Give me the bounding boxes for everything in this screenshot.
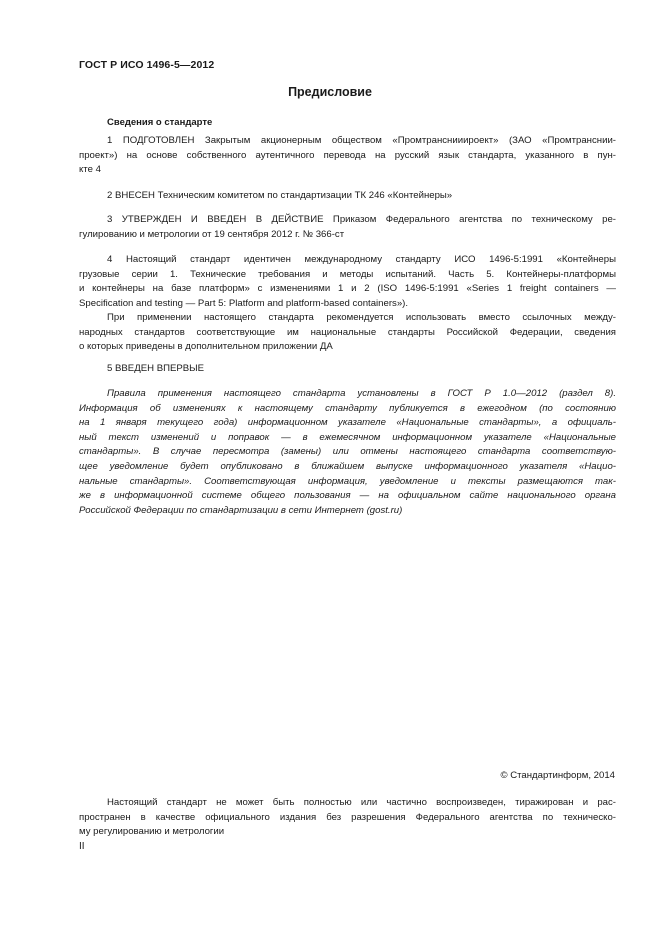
text-line: Правила применения настоящего стандарта установлены в ГОСТ Р 1.0—2012 (раздел 8). (107, 388, 616, 399)
text-line: При применении настоящего стандарта рекомендуется использовать вместо ссылочных между- (107, 312, 616, 323)
text-line: на 1 января текущего года) информационном указателе «Национальные стандарты», а официаль- (79, 417, 616, 429)
text-line: му регулированию и метрологии (79, 826, 225, 838)
text-line: 4 Настоящий стандарт идентичен международному стандарту ИСО 1496-5:1991 «Контейнеры (107, 254, 616, 265)
paragraph-3 (79, 213, 616, 242)
text-line: ный текст изменений и поправок — в ежемесячном информационном указателе «Национальные (79, 431, 616, 443)
reproduction-notice (79, 796, 616, 840)
text-line: стандарты». В случае пересмотра (замены) или отмены настоящего стандарта соответствую- (79, 446, 616, 458)
italic-notice (79, 387, 616, 518)
text-line: Настоящий стандарт не может быть полностью или частично воспроизведен, тиражирован и рас- (107, 797, 616, 808)
paragraph-2 (79, 189, 616, 204)
text-line: 2 ВНЕСЕН Техническим комитетом по стандартизации ТК 246 «Контейнеры» (107, 190, 453, 201)
text-line: щее уведомление будет опубликовано в ближайшем выпуске информационного указателя «Нацио- (79, 460, 616, 472)
paragraph-6 (79, 362, 616, 377)
text-line: и контейнеры на базе платформ» с изменениями 1 и 2 (ISO 1496-5:1991 «Series 1 freight containers — (79, 283, 616, 295)
text-line: грузовые серии 1. Технические требования и методы испытаний. Часть 5. Контейнеры-платформы (79, 268, 616, 280)
paragraph-1 (79, 134, 616, 178)
text-line: о которых приведены в дополнительном приложении ДА (79, 341, 333, 353)
page-title: Предисловие (288, 85, 372, 99)
text-line: кте 4 (79, 164, 101, 176)
text-line: 3 УТВЕРЖДЕН И ВВЕДЕН В ДЕЙСТВИЕ Приказом Федерального агентства по техническому ре- (107, 214, 616, 225)
copyright-notice: © Стандартинформ, 2014 (500, 770, 615, 781)
text-line: Российской Федерации по стандартизации в сети Интернет (gost.ru) (79, 504, 403, 516)
text-line: пространен в качестве официального издания без разрешения Федерального агентства по техническо- (79, 811, 616, 823)
text-line: 1 ПОДГОТОВЛЕН Закрытым акционерным обществом «Промтранснииироект» (ЗАО «Промтранснии- (107, 135, 616, 146)
text-line: нальные стандарты». Соответствующая информация, уведомление и тексты размещаются так- (79, 475, 616, 487)
paragraph-5 (79, 311, 616, 355)
paragraph-4 (79, 253, 616, 311)
document-header: ГОСТ Р ИСО 1496-5—2012 (79, 59, 215, 71)
text-line: гулированию и метрологии от 19 сентября 2012 г. № 366-ст (79, 228, 345, 240)
text-line: проект») на основе собственного аутентичного перевода на русский язык стандарта, указанного в пун- (79, 149, 616, 161)
text-line: народных стандартов соответствующие им национальные стандарты Российской Федерации, сведения (79, 326, 616, 338)
text-line: Информация об изменениях к настоящему стандарту публикуется в ежегодном (по состоянию (79, 402, 616, 414)
page-number: II (79, 841, 85, 852)
text-line: Specification and testing — Part 5: Platform and platform-based containers»). (79, 297, 409, 309)
text-line: 5 ВВЕДЕН ВПЕРВЫЕ (107, 363, 205, 374)
text-line: же в информационной системе общего пользования — на официальном сайте национального органа (79, 490, 616, 502)
section-subtitle: Сведения о стандарте (107, 117, 213, 128)
